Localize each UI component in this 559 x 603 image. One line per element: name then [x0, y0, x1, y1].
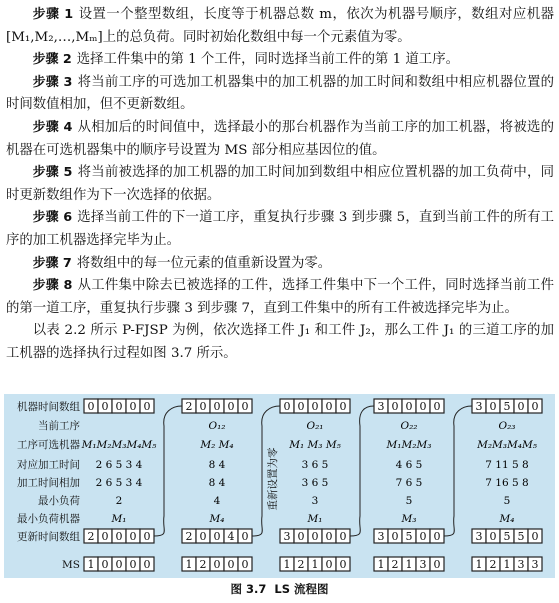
ms-value: 1: [503, 558, 511, 571]
caption-title: LS 流程图: [274, 582, 329, 596]
updated-time-value: 0: [339, 530, 347, 543]
row-label: 更新时间数组: [17, 531, 80, 543]
machine-time-value: 0: [129, 400, 137, 413]
updated-time-value: 0: [199, 530, 207, 543]
paragraph: [6, 253, 554, 276]
step-label: 步骤 6: [32, 210, 73, 226]
step-text: 将当前被选择的加工机器的加工时间加到数组中相应位置机器的加工负荷中，同时更新数组作为下一次选择的依据。: [6, 165, 555, 203]
optional-machines: M₁ M₃ M₅: [289, 439, 341, 451]
machine-time-value: 0: [325, 400, 333, 413]
flow-connector: [444, 406, 472, 536]
machine-time-value: 0: [339, 400, 347, 413]
ms-value: 1: [87, 558, 95, 571]
step-label: 步骤 1: [32, 7, 74, 22]
machine-time-value: 3: [377, 400, 385, 413]
min-load-machine: M₃: [401, 513, 417, 525]
step-text: 选择当前工件的下一道工序，重复执行步骤 3 到步骤 5，直到当前工件的所有工序的加工机器选择完毕为止。: [6, 210, 554, 248]
optional-machines: M₂M₃M₄M₅: [477, 439, 537, 451]
machine-time-value: 0: [227, 400, 235, 413]
step-label: 步骤 5: [32, 165, 73, 181]
ms-value: 0: [143, 558, 151, 571]
updated-time-value: 2: [185, 530, 193, 543]
updated-time-value: 0: [297, 530, 305, 543]
current-operation: O₁₂: [208, 420, 226, 432]
summed-times: 3 6 5: [301, 477, 329, 489]
updated-time-value: 0: [101, 530, 109, 543]
machine-time-value: 0: [433, 400, 441, 413]
min-load-machine: M₄: [499, 513, 515, 525]
summed-times: 8 4: [208, 477, 226, 489]
caption-number: 图 3.7: [230, 582, 267, 596]
updated-time-value: 0: [311, 530, 319, 543]
machine-time-value: 0: [283, 400, 291, 413]
paragraph: [6, 320, 554, 365]
ms-value: 3: [531, 558, 539, 571]
ms-value: 0: [101, 558, 109, 571]
machine-time-value: 0: [115, 400, 123, 413]
updated-time-value: 0: [325, 530, 333, 543]
updated-time-value: 0: [419, 530, 427, 543]
body-text: [6, 4, 554, 366]
current-operation: O₂₁: [306, 420, 324, 432]
machine-time-value: 0: [297, 400, 305, 413]
machine-time-value: 0: [405, 400, 413, 413]
updated-time-value: 5: [405, 530, 413, 543]
machine-time-value: 3: [475, 400, 483, 413]
paragraph: [6, 72, 554, 117]
ls-flow-figure: [4, 394, 555, 578]
min-load-machine: M₁: [111, 513, 127, 525]
paragraph: [6, 4, 554, 49]
machine-time-value: 2: [185, 400, 193, 413]
machine-time-value: 0: [419, 400, 427, 413]
step-label: 步骤 2: [32, 52, 72, 68]
summed-times: 7 6 5: [395, 477, 423, 489]
machine-time-value: 0: [101, 400, 109, 413]
step-text: 设置一个整型数组，长度等于机器总数 m，依次为机器号顺序，数组对应机器[M₁,M₂,…,Mₘ]上的总负荷。同时初始化数组中每一个元素值为零。: [6, 7, 554, 45]
ms-value: 1: [311, 558, 319, 571]
intro-text: 以表 2.2 所示 P-FJSP 为例，依次选择工件 J₁ 和工件 J₂，那么工件 J₁ 的三道工序的加工机器的选择执行过程如图 3.7 所示。: [6, 323, 554, 361]
machine-time-value: 0: [87, 400, 95, 413]
figure-svg: [4, 394, 555, 578]
row-label: MS: [62, 559, 80, 571]
ms-value: 0: [227, 558, 235, 571]
updated-time-value: 5: [517, 530, 525, 543]
ms-value: 1: [475, 558, 483, 571]
machine-time-value: 5: [503, 400, 511, 413]
ms-value: 3: [419, 558, 427, 571]
row-label: 当前工序: [38, 420, 80, 432]
machine-time-value: 0: [213, 400, 221, 413]
step-text: 从工件集中除去已被选择的工件，选择工件集中下一个工件，同时选择当前工件的第一道工序，重复执行步骤 3 到步骤 7，直到工件集中的所有工件被选择完毕为止。: [6, 278, 555, 316]
updated-time-value: 0: [213, 530, 221, 543]
ms-value: 0: [241, 558, 249, 571]
updated-time-value: 4: [227, 530, 235, 543]
machine-time-value: 0: [489, 400, 497, 413]
paragraph: [6, 117, 554, 162]
processing-times: 3 6 5: [301, 459, 329, 471]
updated-time-value: 3: [283, 530, 291, 543]
min-load: 2: [115, 495, 123, 507]
min-load: 5: [503, 495, 511, 507]
updated-time-value: 0: [531, 530, 539, 543]
machine-time-value: 0: [241, 400, 249, 413]
min-load-machine: M₁: [307, 513, 323, 525]
summed-times: 7 16 5 8: [485, 477, 529, 489]
optional-machines: M₁M₂M₃: [386, 439, 432, 451]
step-label: 步骤 4: [32, 119, 73, 135]
machine-time-value: 0: [531, 400, 539, 413]
row-label: 机器时间数组: [17, 401, 80, 413]
figure-caption: [0, 581, 559, 597]
updated-time-value: 0: [143, 530, 151, 543]
min-load: 4: [213, 495, 221, 507]
step-label: 步骤 3: [32, 74, 73, 90]
ms-value: 2: [489, 558, 497, 571]
ms-value: 0: [115, 558, 123, 571]
flow-connector: [350, 406, 374, 536]
min-load-machine: M₄: [209, 513, 225, 525]
ms-value: 1: [185, 558, 193, 571]
current-operation: O₂₂: [400, 420, 418, 432]
processing-times: 8 4: [208, 459, 226, 471]
current-operation: O₂₃: [498, 420, 516, 432]
updated-time-value: 0: [489, 530, 497, 543]
updated-time-value: 5: [503, 530, 511, 543]
ms-value: 0: [433, 558, 441, 571]
min-load: 5: [405, 495, 413, 507]
machine-time-value: 0: [391, 400, 399, 413]
updated-time-value: 0: [391, 530, 399, 543]
updated-time-value: 0: [241, 530, 249, 543]
paragraph: [6, 49, 554, 72]
ms-value: 0: [129, 558, 137, 571]
step-label: 步骤 7: [32, 255, 72, 271]
machine-time-value: 0: [311, 400, 319, 413]
optional-machines: M₁M₂M₃M₄M₅: [81, 439, 157, 451]
ms-value: 2: [297, 558, 305, 571]
row-label: 工序可选机器: [17, 439, 80, 451]
ms-value: 1: [405, 558, 413, 571]
updated-time-value: 2: [87, 530, 95, 543]
step-text: 将当前工序的可选加工机器集中的加工机器的加工时间和数组中相应机器位置的时间数值相加，但不更新数组。: [6, 74, 555, 113]
row-label: 最小负荷: [38, 495, 80, 507]
machine-time-value: 0: [517, 400, 525, 413]
ms-value: 3: [517, 558, 525, 571]
step-text: 从相加后的时间值中，选择最小的那台机器作为当前工序的加工机器，将被选的机器在可选机器集中的顺序号设置为 MS 部分相应基因位的值。: [6, 119, 555, 158]
updated-time-value: 3: [377, 530, 385, 543]
processing-times: 7 11 5 8: [485, 459, 529, 471]
step-text: 选择工件集中的第 1 个工件，同时选择当前工件的第 1 道工序。: [76, 52, 459, 68]
processing-times: 2 6 5 3 4: [95, 459, 143, 471]
ms-value: 1: [283, 558, 291, 571]
paragraph: [6, 275, 554, 320]
machine-time-value: 0: [199, 400, 207, 413]
updated-time-value: 0: [433, 530, 441, 543]
ms-value: 0: [325, 558, 333, 571]
step-text: 将数组中的每一位元素的值重新设置为零。: [76, 255, 332, 271]
updated-time-value: 0: [129, 530, 137, 543]
reset-note: 重新设置为零: [267, 447, 279, 511]
flow-connector: [154, 406, 182, 536]
ms-value: 0: [213, 558, 221, 571]
optional-machines: M₂ M₄: [200, 439, 234, 451]
row-label: 最小负荷机器: [17, 513, 80, 525]
paragraph: [6, 207, 554, 252]
ms-value: 2: [391, 558, 399, 571]
updated-time-value: 3: [475, 530, 483, 543]
summed-times: 2 6 5 3 4: [95, 477, 143, 489]
step-label: 步骤 8: [32, 278, 73, 294]
machine-time-value: 0: [143, 400, 151, 413]
paragraph: [6, 162, 554, 207]
ms-value: 1: [377, 558, 385, 571]
min-load: 3: [311, 495, 319, 507]
ms-value: 2: [199, 558, 207, 571]
row-label: 对应加工时间: [17, 459, 80, 471]
row-label: 加工时间相加: [17, 477, 80, 489]
updated-time-value: 0: [115, 530, 123, 543]
ms-value: 0: [339, 558, 347, 571]
processing-times: 4 6 5: [395, 459, 423, 471]
